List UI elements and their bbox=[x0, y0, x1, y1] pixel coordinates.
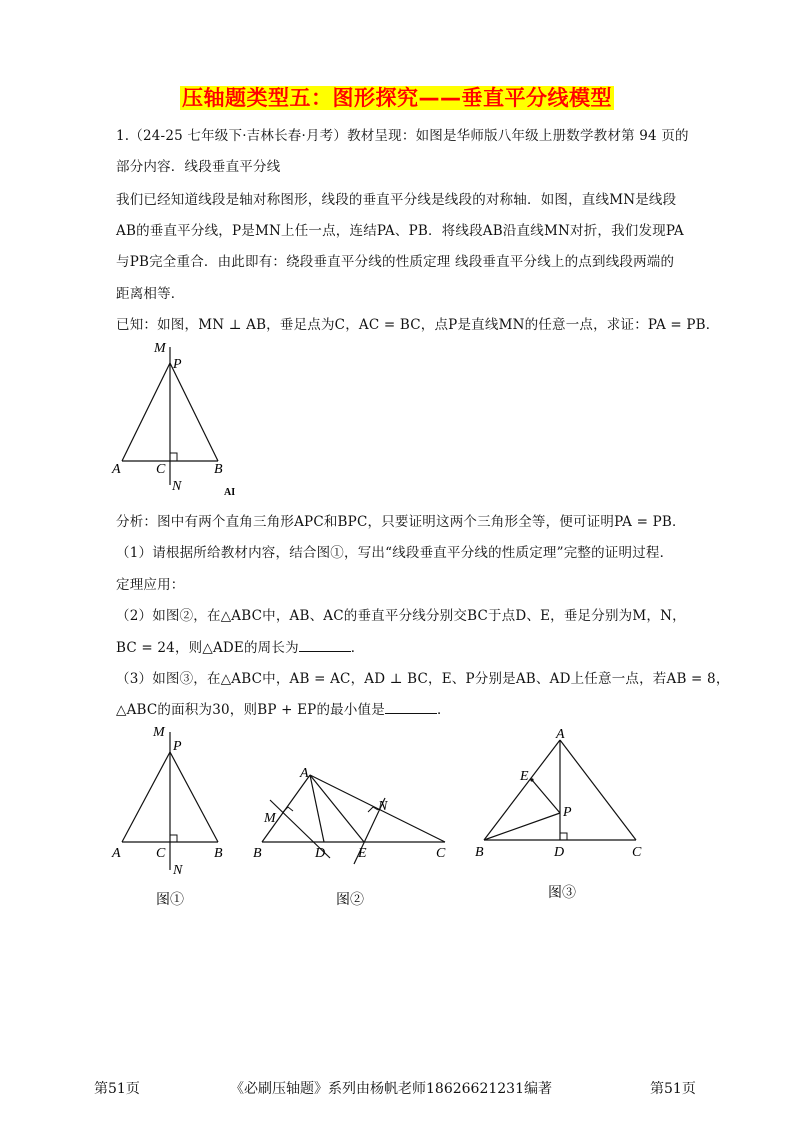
page-title bbox=[0, 82, 794, 112]
question-1: （1）请根据所给教材内容，结合图①，写出“线段垂直平分线的性质定理”完整的证明过程． bbox=[116, 545, 674, 561]
label-n: N bbox=[173, 863, 183, 878]
label-c: C bbox=[156, 846, 166, 861]
problem-line-6: 距离相等． bbox=[116, 286, 185, 302]
label-a: A bbox=[556, 727, 565, 742]
answer-blank-3 bbox=[385, 701, 437, 714]
right-angle-mark bbox=[560, 833, 567, 840]
footer-series: 《必刷压轴题》系列由杨帆老师18626621231编著 bbox=[230, 1081, 552, 1097]
label-m: M bbox=[264, 811, 276, 826]
point-e bbox=[530, 778, 533, 781]
segment-ab bbox=[484, 740, 560, 840]
label-d: D bbox=[315, 846, 326, 861]
question-2: （2）如图②，在△ABC中，AB、AC的垂直平分线分别交BC于点D、E，垂足分别为M，N， bbox=[116, 608, 686, 624]
problem-line-7: 已知：如图，MN ⊥ AB，垂足点为C，AC = BC，点P是直线MN的任意一点，求证：PA = PB． bbox=[116, 317, 720, 333]
label-a: A bbox=[112, 846, 121, 861]
segment-pb bbox=[170, 752, 218, 842]
problem-line-2: 部分内容．线段垂直平分线 bbox=[116, 159, 281, 175]
segment-ep bbox=[532, 780, 560, 813]
label-c: C bbox=[632, 845, 642, 860]
label-n: N bbox=[172, 479, 182, 494]
title-text: 压轴题类型五：图形探究——垂直平分线模型 bbox=[182, 86, 612, 110]
segment-ac bbox=[560, 740, 636, 840]
label-b: B bbox=[214, 846, 223, 861]
problem-line-1: 1.（24-25 七年级下·吉林长春·月考）教材呈现：如图是华师版八年级上册数学教材第 94 页的 bbox=[116, 128, 689, 144]
label-d: D bbox=[554, 845, 565, 860]
textbook-figure bbox=[110, 335, 250, 500]
problem-line-5: 与PB完全重合．由此即有：绕段垂直平分线的性质定理 线段垂直平分线上的点到线段两端的 bbox=[116, 254, 675, 270]
problem-line-4: AB的垂直平分线，P是MN上任一点，连结PA、PB．将线段AB沿直线MN对折，我们发现PA bbox=[116, 223, 684, 239]
label-e: E bbox=[520, 769, 529, 784]
label-p: P bbox=[173, 357, 182, 372]
label-c: C bbox=[436, 846, 446, 861]
segment-pa bbox=[122, 752, 170, 842]
caption: 图③ bbox=[548, 886, 576, 901]
caption: 图① bbox=[156, 893, 184, 908]
label-c: C bbox=[156, 462, 166, 477]
label-p: P bbox=[173, 739, 182, 754]
caption: 图② bbox=[336, 893, 364, 908]
label-p: P bbox=[563, 805, 572, 820]
question-3: （3）如图③，在△ABC中，AB = AC，AD ⊥ BC，E、P分别是AB、AD上任意一点，若AB = 8， bbox=[116, 671, 730, 687]
analysis-line: 分析：图中有两个直角三角形APC和BPC，只要证明这两个三角形全等，便可证明PA = PB． bbox=[116, 514, 686, 530]
footer-page-right: 第51页 bbox=[650, 1081, 696, 1097]
problem-line-3: 我们已经知道线段是轴对称图形，线段的垂直平分线是线段的对称轴．如图，直线MN是线段 bbox=[116, 192, 677, 208]
figure-3 bbox=[470, 725, 660, 905]
figure-2 bbox=[250, 760, 460, 915]
segment-pb bbox=[170, 363, 218, 461]
segment-pa bbox=[122, 363, 170, 461]
label-b: B bbox=[214, 462, 223, 477]
answer-blank-2 bbox=[299, 639, 351, 652]
figure-1 bbox=[110, 720, 240, 915]
label-a: A bbox=[112, 462, 121, 477]
footer-page-left: 第51页 bbox=[94, 1081, 140, 1097]
question-3-cont: △ABC的面积为30，则BP + EP的最小值是 ． bbox=[116, 702, 451, 718]
label-m: M bbox=[153, 725, 165, 740]
right-angle-mark bbox=[170, 835, 177, 842]
label-a: A bbox=[300, 766, 309, 781]
question-2-cont: BC = 24，则△ADE的周长为 ． bbox=[116, 640, 365, 656]
label-b: B bbox=[475, 845, 484, 860]
label-m: M bbox=[154, 341, 166, 356]
label-b: B bbox=[253, 846, 262, 861]
segment-ad bbox=[310, 775, 324, 842]
label-n: N bbox=[378, 799, 388, 814]
segment-ae bbox=[310, 775, 364, 842]
ai-mark: AI bbox=[224, 487, 236, 498]
label-e: E bbox=[358, 846, 367, 861]
segment-bp bbox=[484, 813, 560, 840]
theorem-application: 定理应用： bbox=[116, 577, 185, 593]
right-angle-mark bbox=[170, 453, 177, 461]
